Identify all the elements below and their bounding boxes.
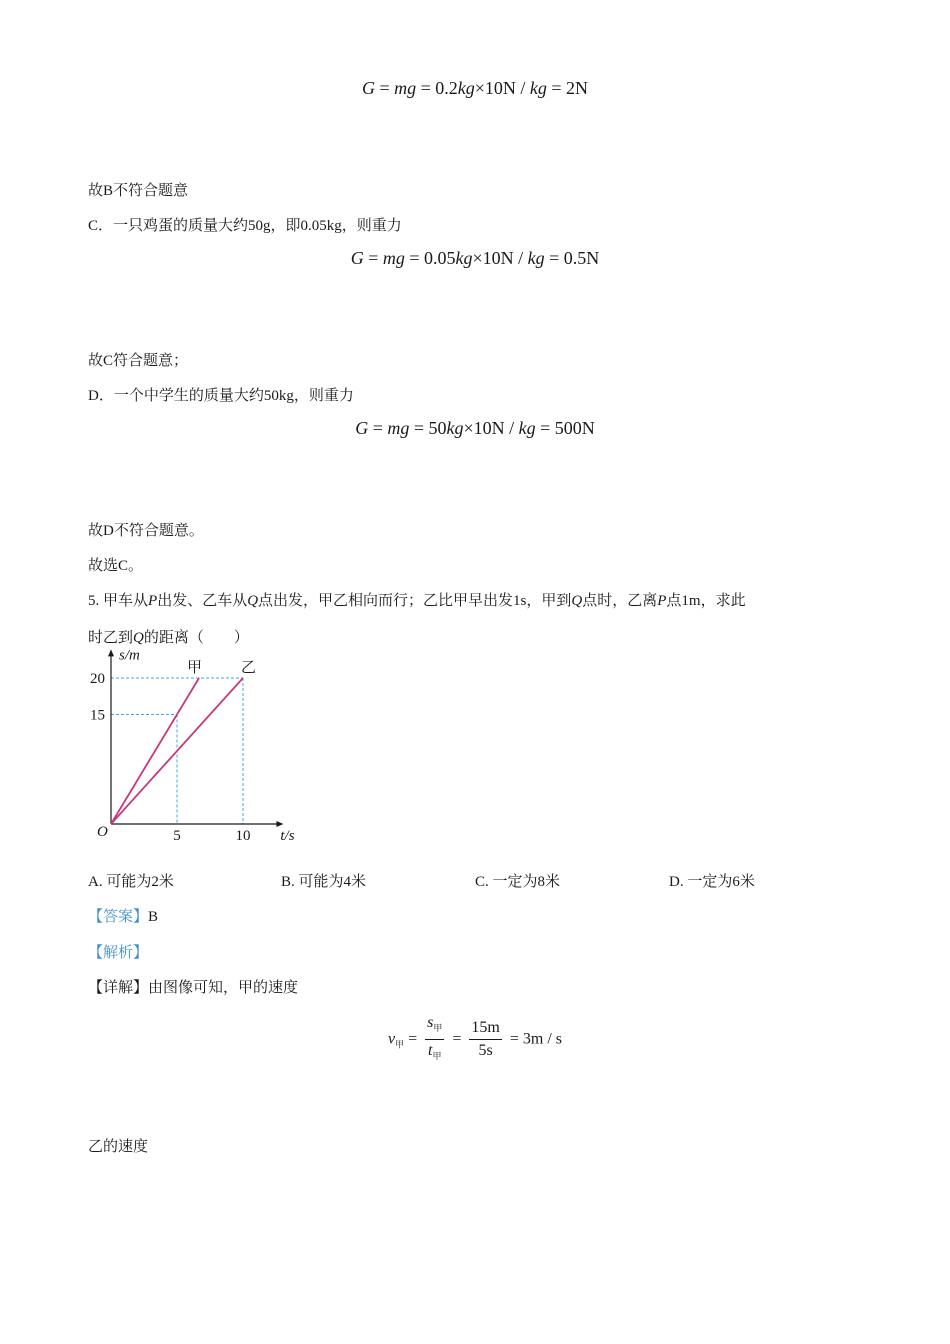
series-label-1: 乙 [241, 658, 257, 676]
formula-weight-b: G = mg = 0.2kg×10N / kg = 2N [361, 78, 589, 98]
option-c[interactable]: C. 一定为8米 [475, 874, 561, 890]
series-line-0 [111, 678, 199, 824]
detail-line: 【详解】由图像可知，甲的速度 [88, 980, 299, 996]
question-5-line1: 5. 甲车从P出发、乙车从Q点出发，甲乙相向而行；乙比甲早出发1s，甲到Q点时，乙离P点1m，求此 [88, 593, 746, 609]
y-tick-label-0: 15 [90, 707, 105, 724]
s-t-chart [86, 647, 316, 846]
formula-velocity-jia: $v_甲$ = $\frac{s_甲}{t_甲}$ = $\frac{15m}{5s}$ = 3m / s [0, 1012, 950, 1067]
yi-speed-line: 乙的速度 [88, 1139, 149, 1155]
d-conclusion: 故D不符合题意。 [88, 523, 204, 539]
fraction-s-over-t: $\frac{s_甲}{t_甲}$ [427, 1014, 443, 1062]
y-axis-label: s/m [119, 647, 140, 664]
formula-weight-d: G = mg = 50kg×10N / kg = 500N [355, 418, 595, 438]
y-tick-label-1: 20 [90, 671, 105, 687]
option-b[interactable]: B. 可能为4米 [281, 874, 367, 890]
x-tick-label-0: 5 [173, 828, 181, 844]
y-axis-arrow-icon [108, 649, 114, 656]
option-d[interactable]: D. 一定为6米 [669, 874, 755, 890]
x-axis-arrow-icon [276, 821, 283, 827]
analysis-tag: 【解析】 [88, 945, 149, 961]
option-a[interactable]: A. 可能为2米 [88, 874, 174, 890]
x-tick-label-1: 10 [235, 828, 251, 844]
select-answer: 故选C。 [88, 558, 144, 574]
c-conclusion: 故C符合题意； [88, 353, 189, 369]
fraction-values: $\frac{15m}{5s}$ [471, 1019, 500, 1060]
origin-label: O [97, 824, 108, 840]
d-statement: D．一个中学生的质量大约50kg，则重力 [88, 388, 354, 404]
b-conclusion: 故B不符合题意 [88, 183, 189, 199]
c-statement: C．一只鸡蛋的质量大约50g，即0.05kg，则重力 [88, 218, 402, 234]
answer-value: B [148, 909, 159, 925]
series-label-0: 甲 [187, 658, 203, 676]
answer-tag: 【答案】 [88, 909, 149, 925]
x-axis-label: t/s [280, 828, 295, 844]
answer-line [88, 907, 158, 927]
question-5-line2: 时乙到Q的距离（ ） [88, 630, 249, 646]
formula-weight-c: G = mg = 0.05kg×10N / kg = 0.5N [350, 248, 600, 268]
